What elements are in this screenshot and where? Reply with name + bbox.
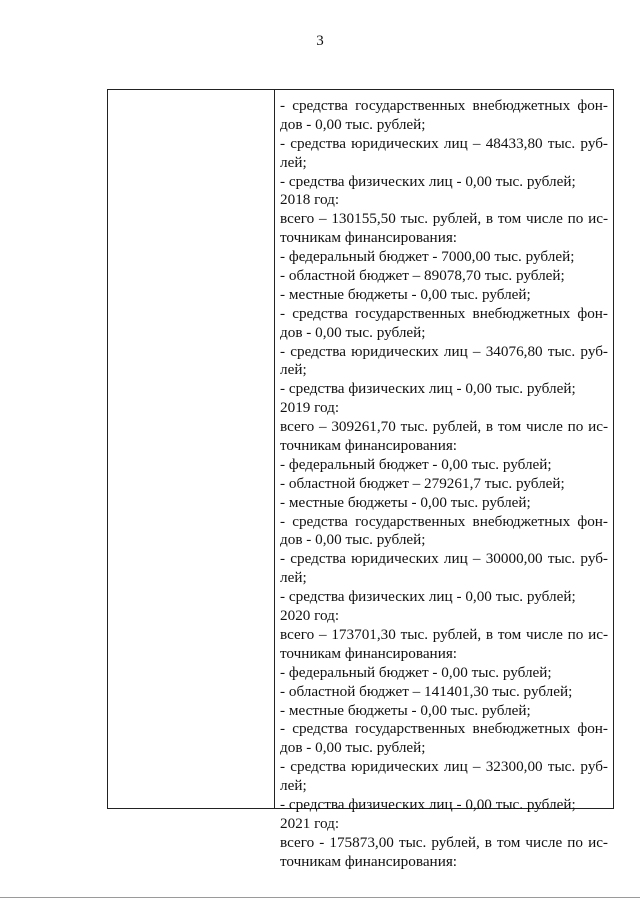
funding-text-line: 2021 год: [280,814,340,832]
funding-text-line: - средства государственных внебюджетных фон- [280,720,608,738]
table-right-cell [280,97,608,872]
funding-text-line: - средства юридических лиц – 34076,80 тыс. руб- [280,342,608,360]
funding-text-line: - федеральный бюджет - 0,00 тыс. рублей; [280,455,552,473]
page-number: 3 [316,33,324,49]
funding-text-line: - средства государственных внебюджетных фон- [280,97,608,114]
funding-text-line: дов - 0,00 тыс. рублей; [280,115,426,133]
funding-text-line: - средства юридических лиц – 32300,00 тыс. руб- [280,758,608,776]
funding-text-line: - средства физических лиц - 0,00 тыс. рублей; [280,588,576,606]
funding-text-line: всего – 173701,30 тыс. рублей, в том числе по ис- [280,625,608,643]
funding-text-line: точникам финансирования: [280,644,458,662]
funding-text-line: - средства государственных внебюджетных фон- [280,304,608,322]
funding-text-line: всего - 175873,00 тыс. рублей, в том числе по ис- [280,833,608,851]
table-left-cell [108,90,275,808]
funding-text-line: - средства юридических лиц – 30000,00 тыс. руб- [280,550,608,568]
funding-text-line: - местные бюджеты - 0,00 тыс. рублей; [280,493,531,511]
funding-text-line: всего – 309261,70 тыс. рублей, в том числе по ис- [280,418,608,436]
funding-text-line: 2020 год: [280,607,340,625]
funding-table [107,89,614,870]
funding-text-line: - федеральный бюджет - 7000,00 тыс. рублей; [280,248,575,266]
funding-text-line: - местные бюджеты - 0,00 тыс. рублей; [280,701,531,719]
page-bottom-rule [0,897,640,898]
funding-text-line: 2018 год: [280,191,340,209]
funding-text-line: дов - 0,00 тыс. рублей; [280,531,426,549]
funding-text-line: лей; [280,361,307,379]
funding-text-line: - местные бюджеты - 0,00 тыс. рублей; [280,285,531,303]
funding-text-line: дов - 0,00 тыс. рублей; [280,739,426,757]
funding-text-line: - средства физических лиц - 0,00 тыс. рублей; [280,795,576,813]
funding-text-line: - средства физических лиц - 0,00 тыс. рублей; [280,172,576,190]
funding-text-line: - федеральный бюджет - 0,00 тыс. рублей; [280,663,552,681]
funding-text-line: - областной бюджет – 279261,7 тыс. рублей; [280,474,565,492]
funding-text-line: точникам финансирования: [280,229,458,247]
funding-text-line: всего – 130155,50 тыс. рублей, в том числе по ис- [280,210,608,228]
funding-text-line: точникам финансирования: [280,852,458,870]
funding-text-line: - областной бюджет – 89078,70 тыс. рублей; [280,267,565,285]
funding-text-line: точникам финансирования: [280,437,458,455]
funding-text-line: 2019 год: [280,399,340,417]
funding-text-line: лей; [280,777,307,795]
funding-text-line: - средства государственных внебюджетных фон- [280,512,608,530]
funding-text-line: - областной бюджет – 141401,30 тыс. рублей; [280,682,573,700]
funding-text-line: - средства юридических лиц – 48433,80 тыс. руб- [280,134,608,152]
funding-text-line: лей; [280,569,307,587]
funding-text-line: - средства физических лиц - 0,00 тыс. рублей; [280,380,576,398]
funding-text-line: дов - 0,00 тыс. рублей; [280,323,426,341]
funding-text-line: лей; [280,153,307,171]
